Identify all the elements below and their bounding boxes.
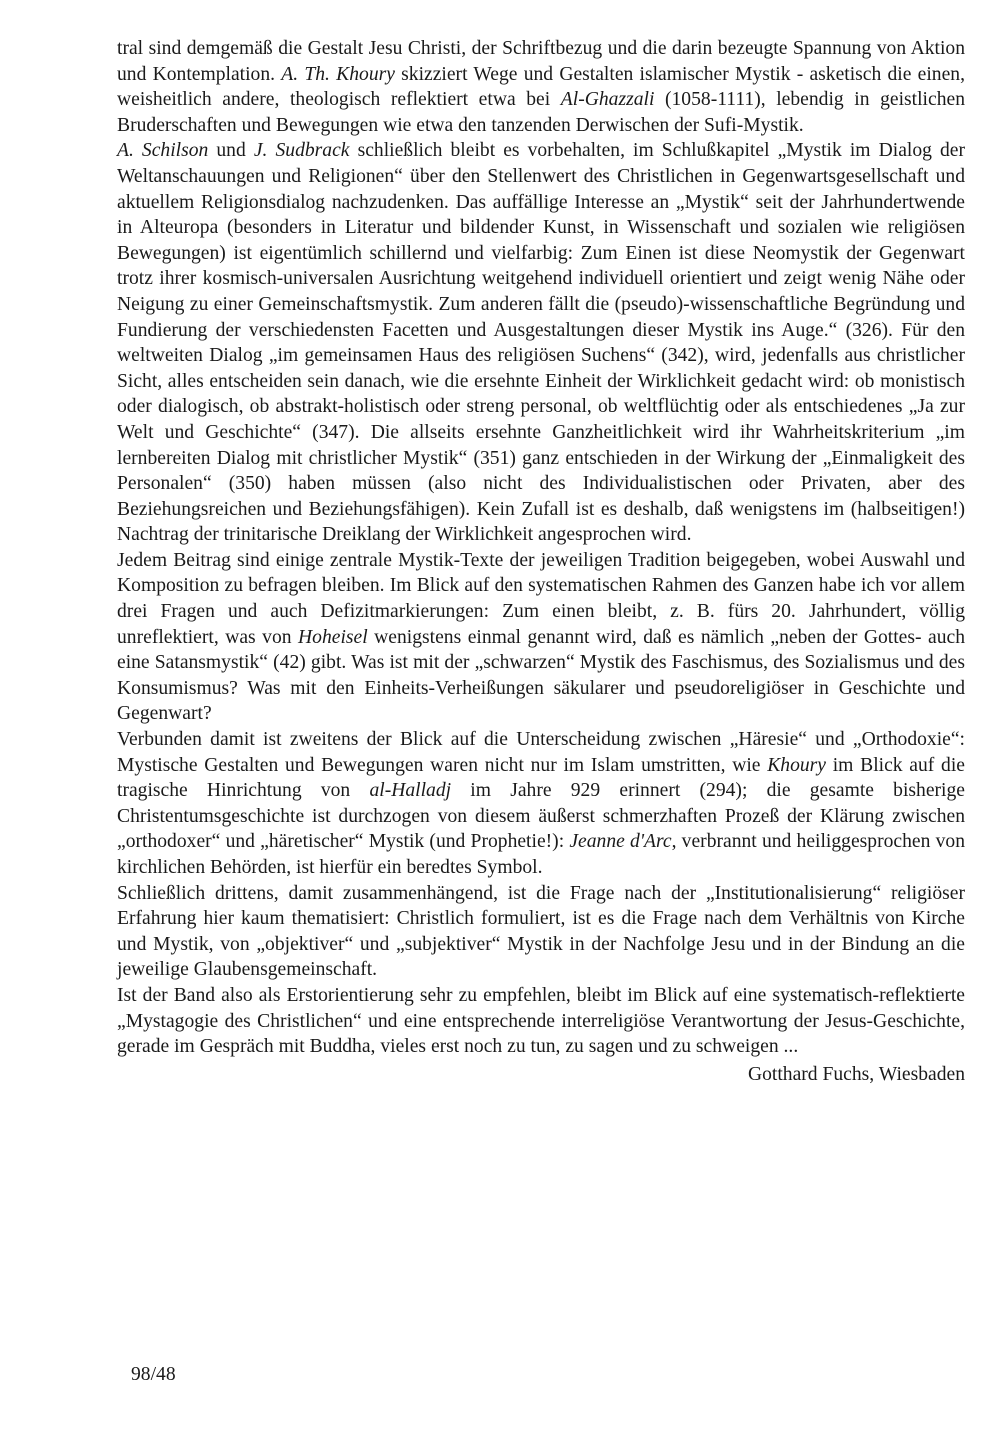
page-number: 98/48 [131,1364,176,1385]
paragraph-3 [117,548,965,727]
text-run: im Jahre 929 erinnert (294); die gesamte bisherige Christentumsgeschichte ist durchzogen von diesem äußerst schmerzhaften Prozeß der Klärung zwischen „orthodoxer“ und „häretischer“ Mystik (und Prophetie!): [117,780,965,853]
person-name: Al-Ghazzali [560,89,655,111]
author-name: Khoury [767,754,826,776]
text-run: (1058-1111), lebendig in geistlichen Bruderschaften und Bewegungen wie etwa den tanzenden Derwischen der Sufi-Mystik. [117,89,965,136]
paragraph-4 [117,727,965,881]
paragraph-5 [117,881,965,983]
author-name: Hoheisel [298,626,368,648]
author-name: A. Th. Khoury [281,63,395,85]
person-name: Jeanne d'Arc [569,831,672,853]
text-run: tral sind demgemäß die Gestalt Jesu Christi, der Schriftbezug und die darin bezeugte Spannung von Aktion und Kontemplation. [117,38,965,85]
text-run: im Blick auf die tragische Hinrichtung von [117,754,965,802]
paragraph-2 [117,138,965,548]
text-run: Jedem Beitrag sind einige zentrale Mystik-Texte der jeweiligen Tradition beigegeben, wobei Auswahl und Komposition zu befragen bleiben. Im Blick auf den systematischen Rahmen des Ganzen habe ich vor allem drei Fragen und auch Defizitmarkierungen: Zum einen bleibt, z. B. fürs 20. Jahrhundert, völlig unreflektiert, was von [117,549,965,648]
author-name: A. Schilson [117,140,209,162]
text-run: wenigstens einmal genannt wird, daß es nämlich „neben der Gottes- auch eine Satansmystik“ (42) gibt. Was ist mit der „schwarzen“ Mystik des Faschismus, des Sozialismus und des Konsumismus? Was mit den Einheits-Verheißungen säkularer und pseudoreligiöser in Geschichte und Gegenwart? [117,626,965,725]
text-run: , verbrannt und heiliggesprochen von kirchlichen Behörden, ist hierfür ein beredtes Symbol. [117,831,965,878]
article-body [117,36,965,1087]
reviewer-signature: Gotthard Fuchs, Wiesbaden [747,1063,965,1085]
person-name: al-Halladj [369,780,452,802]
text-run: schließlich bleibt es vorbehalten, im Schlußkapitel „Mystik im Dialog der Weltanschauungen und Religionen“ über den Stellenwert des Christlichen in Gegenwartsgesellschaft und aktuellem Religionsdialog nachzudenken. Das auffällige Interesse an „Mystik“ seit der Jahrhundertwende in Alteuropa (besonders in Literatur und bildender Kunst, in Wissenschaft und sozialen wie religiösen Bewegungen) ist eigentümlich schillernd und vielfarbig: Zum Einen ist diese Neomystik der Gegenwart trotz ihrer kosmisch-universalen Ausrichtung weitgehend individuell orientiert und zeigt wenig Nähe oder Neigung zu einer Gemeinschaftsmystik. Zum anderen fällt die (pseudo)-wissenschaftliche Begründung und Fundierung der verschiedensten Facetten und Ausgestaltungen dieser Mystik ins Auge.“ (326). Für den weltweiten Dialog „im gemeinsamen Haus des religiösen Suchens“ (342), wird, jedenfalls aus christlicher Sicht, alles entscheiden sein danach, wie die ersehnte Einheit der Wirklichkeit gedacht wird: ob monistisch oder dialogisch, ob abstrakt-holistisch oder streng personal, ob weltflüchtig oder als entschiedenes „Ja zur Welt und Geschichte“ (347). Die allseits ersehnte Ganzheitlichkeit wird ihr Wahrheitskriterium „im lernbereiten Dialog mit christlicher Mystik“ (351) ganz entschieden in der Wirkung der „Einmaligkeit des Personalen“ (350) haben müssen (also nicht des Individualistischen oder Privaten, aber des Beziehungsreichen und Beziehungsfähigen). Kein Zufall ist es deshalb, daß wenigstens im (halbseitigen!) Nachtrag der trinitarische Dreiklang der Wirklichkeit angesprochen wird. [117,140,966,546]
text-run: und [208,140,254,162]
paragraph-6 [117,983,965,1060]
paragraph-1 [117,36,965,138]
text-run: skizziert Wege und Gestalten islamischer Mystik - asketisch die einen, weisheitlich andere, theologisch reflektiert etwa bei [117,63,965,111]
text-run: Ist der Band also als Erstorientierung sehr zu empfehlen, bleibt im Blick auf eine systematisch-reflektierte „Mystagogie des Christlichen“ und eine entsprechende interreligiöse Verantwortung der Jesus-Geschichte, gerade im Gespräch mit Buddha, vieles erst noch zu tun, zu sagen und zu schweigen ... [117,984,965,1058]
author-name: J. Sudbrack [253,140,350,162]
text-run: Verbunden damit ist zweitens der Blick auf die Unterscheidung zwischen „Häresie“ und „Orthodoxie“: Mystische Gestalten und Bewegungen waren nicht nur im Islam umstritten, wie [117,729,965,776]
text-run: Schließlich drittens, damit zusammenhängend, ist die Frage nach der „Institutionalisierung“ religiöser Erfahrung hier kaum thematisiert: Christlich formuliert, ist es die Frage nach dem Verhältnis von Kirche und Mystik, von „objektiver“ und „subjektiver“ Mystik in der Nachfolge Jesu und in der Bindung an die jeweilige Glaubensgemeinschaft. [117,882,965,981]
